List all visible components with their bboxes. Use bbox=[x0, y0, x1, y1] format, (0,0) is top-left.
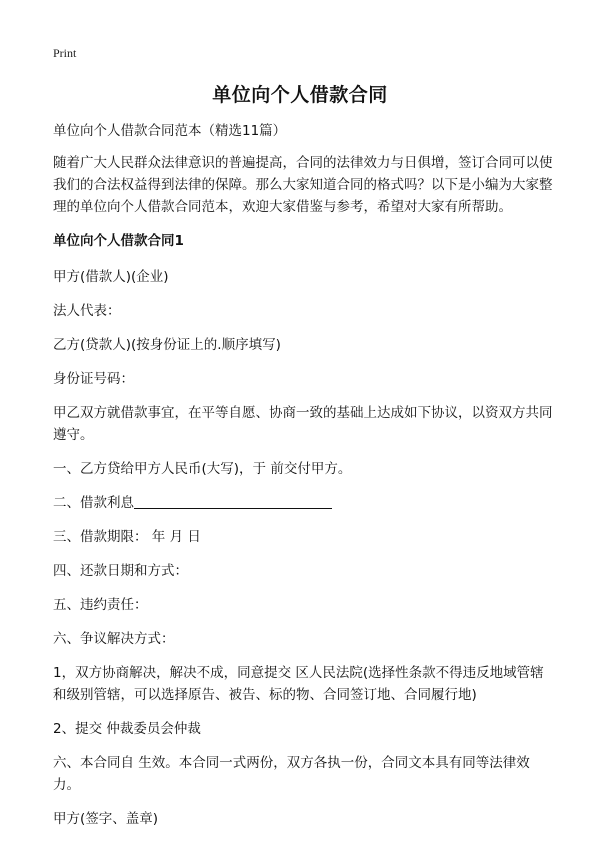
clause-5: 五、违约责任： bbox=[53, 597, 148, 613]
clause-2 bbox=[53, 492, 553, 514]
party-b-line: 乙方(贷款人)(按身份证上的.顺序填写) bbox=[53, 337, 281, 353]
intro-paragraph: 随着广大人民群众法律意识的普遍提高，合同的法律效力与日俱增，签订合同可以使我们的合法权益得到法律的保障。那么大家知道合同的格式吗？以下是小编为大家整理的单位向个人借款合同范本，欢迎大家借鉴与参考，希望对大家有所帮助。 bbox=[53, 155, 553, 215]
effect-clause: 六、本合同自 生效。本合同一式两份，双方各执一份，合同文本具有同等法律效力。 bbox=[53, 755, 530, 793]
document-body bbox=[53, 120, 553, 842]
clause-2-label: 二、借款利息 bbox=[53, 495, 134, 511]
legal-rep-line: 法人代表： bbox=[53, 303, 121, 319]
interest-blank-line bbox=[134, 494, 332, 509]
print-link[interactable]: Print bbox=[53, 46, 77, 60]
clause-6: 六、争议解决方式： bbox=[53, 631, 175, 647]
clause-4: 四、还款日期和方式： bbox=[53, 563, 188, 579]
dispute-option-1: 1，双方协商解决，解决不成，同意提交 区人民法院(选择性条款不得违反地域管辖和级别管辖，可以选择原告、被告、标的物、合同签订地、合同履行地) bbox=[53, 665, 544, 703]
sign-party-a: 甲方(签字、盖章) bbox=[53, 811, 159, 827]
clause-3: 三、借款期限： 年 月 日 bbox=[53, 529, 201, 545]
subtitle: 单位向个人借款合同范本（精选11篇） bbox=[53, 123, 287, 139]
party-a-line: 甲方(借款人)(企业) bbox=[53, 269, 169, 285]
agreement-paragraph: 甲乙双方就借款事宜，在平等自愿、协商一致的基础上达成如下协议，以资双方共同遵守。 bbox=[53, 405, 553, 443]
id-number-line: 身份证号码： bbox=[53, 371, 134, 387]
dispute-option-2: 2、提交 仲裁委员会仲裁 bbox=[53, 721, 201, 737]
clause-1: 一、乙方贷给甲方人民币(大写)，于 前交付甲方。 bbox=[53, 461, 352, 477]
page-title: 单位向个人借款合同 bbox=[212, 84, 388, 106]
section-heading: 单位向个人借款合同1 bbox=[53, 233, 184, 249]
